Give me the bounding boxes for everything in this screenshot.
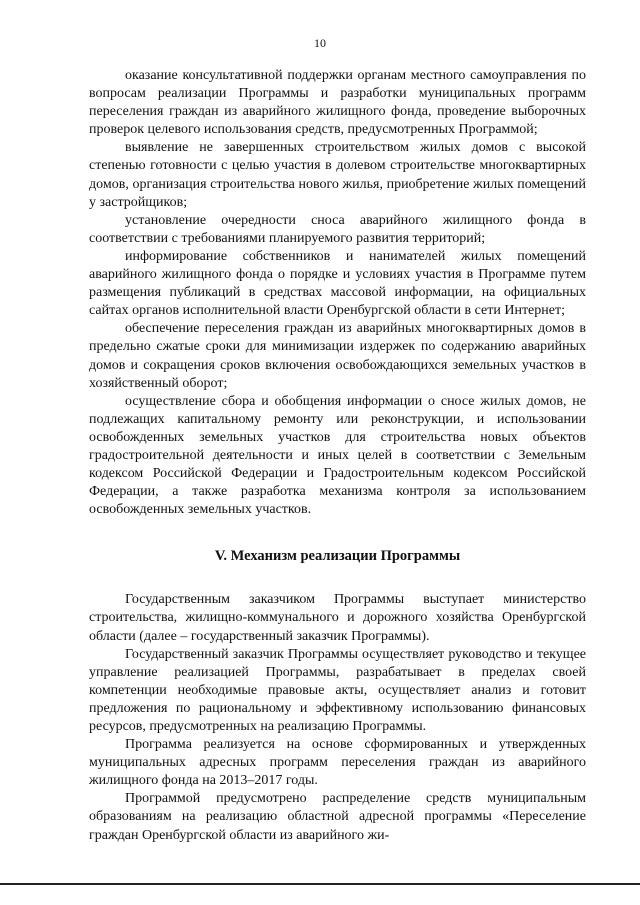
- paragraph: осуществление сбора и обобщения информации о сносе жилых домов, не подлежащих капитальному ремонту или реконструкции, и использовании освобожденных земельных участков для строительства новых объектов градостроительной деятельности и иных целей в соответствии с Земельным кодексом Российской Федерации и Градостроительным кодексом Российской Федерации, а также разработка механизма контроля за использованием освобожденных земельных участков.: [89, 393, 586, 518]
- scan-edge-line: [0, 883, 640, 885]
- paragraph: обеспечение переселения граждан из аварийных многоквартирных домов в предельно сжатые сроки для минимизации издержек по содержанию аварийных домов и сокращения сроков включения освобождающихся земельных участков в хозяйственный оборот;: [89, 321, 586, 391]
- paragraph: Государственным заказчиком Программы выступает министерство строительства, жилищно-коммунального и дорожного хозяйства Оренбургской области (далее – государственный заказчик Программы).: [89, 592, 586, 644]
- paragraph: Государственный заказчик Программы осуществляет руководство и текущее управление реализацией Программы, разрабатывает в пределах своей компетенции необходимые правовые акты, осуществляет анализ и готовит предложения по рациональному и эффективному использованию финансовых ресурсов, предусмотренных на реализацию Программы.: [89, 646, 586, 734]
- paragraph: установление очередности сноса аварийного жилищного фонда в соответствии с требованиями планируемого развития территорий;: [89, 212, 586, 246]
- paragraph: Программа реализуется на основе сформированных и утвержденных муниципальных адресных программ переселения граждан из аварийного жилищного фонда на 2013–2017 годы.: [89, 737, 586, 789]
- page-number: 10: [314, 36, 326, 50]
- document-body: [89, 67, 586, 845]
- paragraph: информирование собственников и нанимателей жилых помещений аварийного жилищного фонда о порядке и условиях участия в Программе путем размещения публикаций в средствах массовой информации, на официальных сайтах органов исполнительной власти Оренбургской области в сети Интернет;: [89, 248, 586, 319]
- paragraph: Программой предусмотрено распределение средств муниципальным образованиям на реализацию областной адресной программы «Переселение граждан Оренбургской области из аварийного жи-: [89, 791, 586, 843]
- paragraph: выявление не завершенных строительством жилых домов с высокой степенью готовности с целью участия в долевом строительстве многоквартирных домов, организация строительства нового жилья, приобретение жилых помещений у застройщиков;: [89, 140, 586, 210]
- paragraph: оказание консультативной поддержки органам местного самоуправления по вопросам реализации Программы и разработки муниципальных программ переселения граждан из аварийного жилищного фонда, проведение выборочных проверок целевого использования средств, предусмотренных Программой;: [89, 68, 586, 138]
- section-heading: V. Механизм реализации Программы: [214, 548, 461, 565]
